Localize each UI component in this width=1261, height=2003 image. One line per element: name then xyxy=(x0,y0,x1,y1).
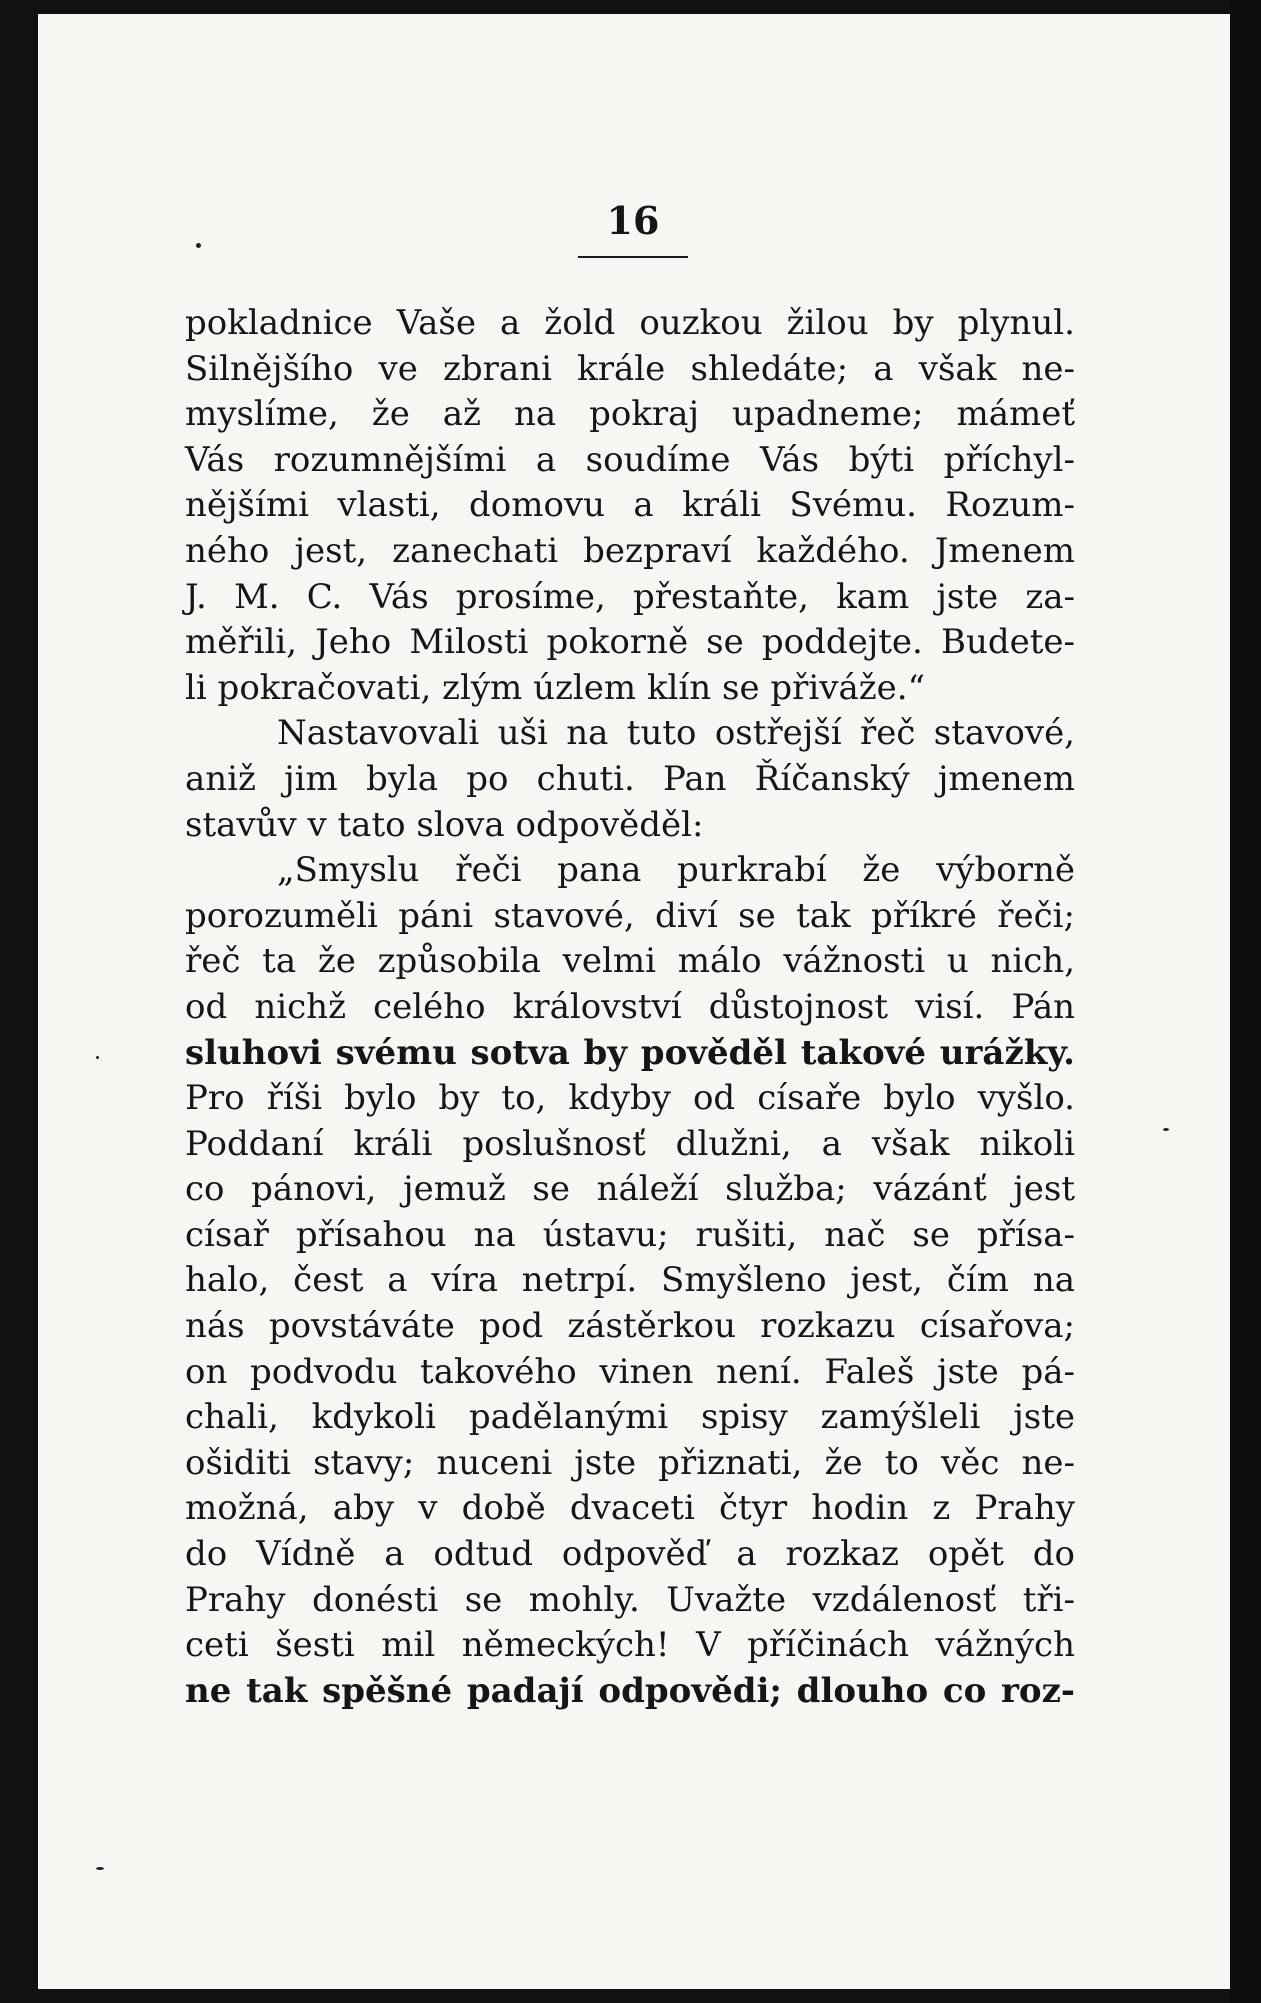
text-line: halo, čest a víra netrpí. Smyšleno jest, čím na xyxy=(185,1260,1075,1301)
text-line: Prahy donésti se mohly. Uvažte vzdálenosť tři- xyxy=(185,1579,1075,1620)
text-line: císař přísahou na ústavu; rušiti, nač se přísa- xyxy=(185,1214,1075,1255)
text-line: Nastavovali uši na tuto ostřejší řeč stavové, xyxy=(277,713,1075,754)
text-line: měřili, Jeho Milosti pokorně se poddejte. Budete- xyxy=(185,622,1075,663)
text-line: Pro říši bylo by to, kdyby od císaře bylo vyšlo. xyxy=(185,1078,1075,1119)
text-line: J. M. C. Vás prosíme, přestaňte, kam jste za- xyxy=(185,576,1075,617)
text-line: chali, kdykoli padělanými spisy zamýšleli jste xyxy=(185,1397,1075,1438)
text-line: ceti šesti mil německých! V příčinách vážných xyxy=(185,1625,1075,1666)
page-number: 16 xyxy=(606,198,660,243)
text-line: sluhovi svému sotva by pověděl takové urážky. xyxy=(185,1032,1075,1073)
scan-speck xyxy=(1163,1128,1169,1131)
text-line: on podvodu takového vinen není. Faleš jste pá- xyxy=(185,1351,1075,1392)
scan-edge xyxy=(1230,0,1261,2003)
text-line: aniž jim byla po chuti. Pan Říčanský jmenem xyxy=(185,758,1075,799)
text-line: ného jest, zanechati bezpraví každého. Jmenem xyxy=(185,530,1075,571)
text-line: stavův v tato slova odpověděl: xyxy=(185,804,704,845)
text-line: Silnějšího ve zbrani krále shledáte; a však ne- xyxy=(185,348,1075,389)
text-line: Poddaní králi poslušnosť dlužni, a však nikoli xyxy=(185,1123,1075,1164)
text-line: nějšími vlasti, domovu a králi Svému. Rozum- xyxy=(185,485,1075,526)
text-line: Vás rozumnějšími a soudíme Vás býti příchyl- xyxy=(185,439,1075,480)
text-line: co pánovi, jemuž se náleží služba; vázánť jest xyxy=(185,1169,1075,1210)
text-line: řeč ta že způsobila velmi málo vážnosti u nich, xyxy=(185,941,1075,982)
text-line: myslíme, že až na pokraj upadneme; mámeť xyxy=(185,394,1075,435)
text-line: porozuměli páni stavové, diví se tak příkré řeči; xyxy=(185,895,1075,936)
scan-speck xyxy=(196,243,201,248)
text-line: li pokračovati, zlým úzlem klín se přiváže.“ xyxy=(185,667,925,708)
text-line: možná, aby v době dvaceti čtyr hodin z Prahy xyxy=(185,1488,1075,1529)
scan-speck xyxy=(96,1867,104,1870)
text-line: od nichž celého království důstojnost visí. Pán xyxy=(185,986,1075,1027)
scan-speck xyxy=(96,1056,99,1059)
text-line: pokladnice Vaše a žold ouzkou žilou by plynul. xyxy=(185,303,1075,343)
page-number-underline xyxy=(578,256,688,258)
text-line: ošiditi stavy; nuceni jste přiznati, že to věc ne- xyxy=(185,1442,1075,1483)
text-line: nás povstáváte pod zástěrkou rozkazu císařova; xyxy=(185,1306,1075,1347)
text-line: ne tak spěšné padají odpovědi; dlouho co roz- xyxy=(185,1670,1075,1711)
text-line: „Smyslu řeči pana purkrabí že výborně xyxy=(277,850,1075,891)
text-line: do Vídně a odtud odpověď a rozkaz opět do xyxy=(185,1534,1075,1575)
body-text xyxy=(185,301,1075,1714)
